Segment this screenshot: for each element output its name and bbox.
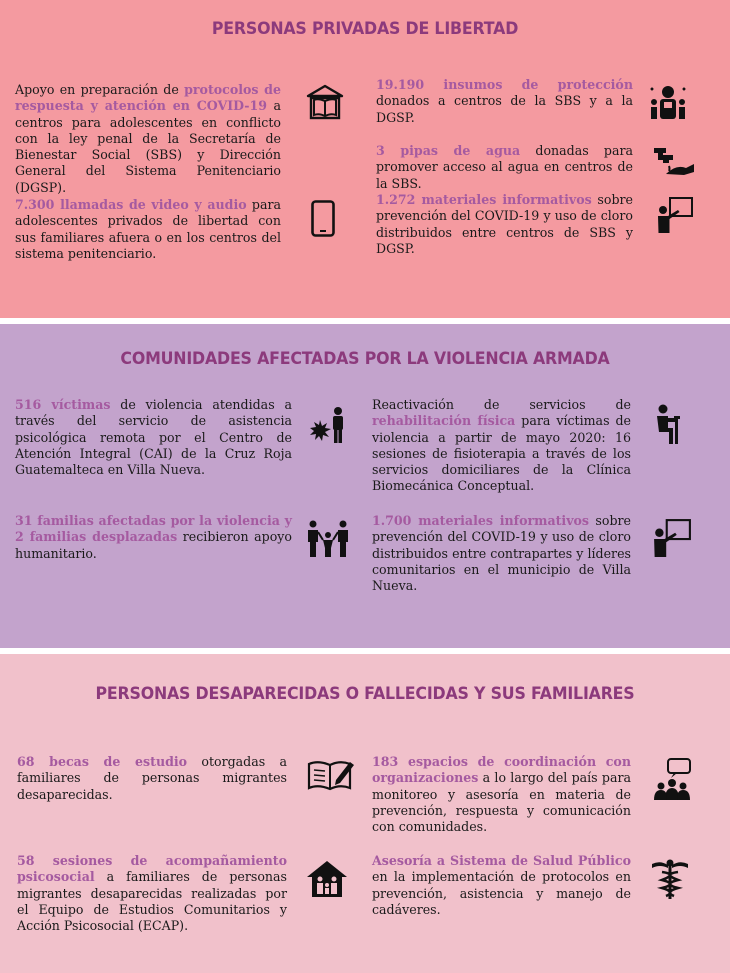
section-title: PERSONAS DESAPARECIDAS O FALLECIDAS Y SUS FAMILIARES [95,684,635,704]
text-highlight: 58 sesiones de acompañamiento psicosocial [17,853,287,885]
text-post: a centros para adolescentes en conflicto con la ley penal de la Secretaría de Bienestar Social (SBS) y Dirección General del Sistema Penitenciario (DGSP). [15,98,281,195]
text-highlight: 1.272 materiales informativos [376,192,592,207]
family-house-icon [305,859,349,899]
section-title: COMUNIDADES AFECTADAS POR LA VIOLENCIA ARMADA [120,349,610,369]
text-block [15,513,292,562]
presenter-board-icon [656,196,694,234]
text-block [17,754,287,803]
text-post: recibieron apoyo humanitario. [15,529,292,561]
text-block [372,397,631,495]
text-highlight: protocolos de respuesta y atención en COVID-19 [15,82,282,114]
text-pre: Reactivación de servicios de [372,397,631,412]
text-post: sobre prevención del COVID-19 y uso de cloro distribuidos entre contrapartes y líderes comunitarios en el municipio de Villa Nueva. [372,513,631,594]
text-highlight: 19.190 insumos de protección [376,77,633,92]
text-post: otorgadas a familiares de personas migrantes desaparecidas. [17,754,287,802]
text-post: donadas para promover acceso al agua en centros de la SBS. [376,143,633,191]
text-block [376,143,633,192]
text-post: a lo largo del país para monitoreo y asesoría en materia de prevención, respuesta y comunicación con comunidades. [372,770,631,835]
text-block [17,853,287,934]
section-title: PERSONAS PRIVADAS DE LIBERTAD [211,19,519,39]
text-post: sobre prevención del COVID-19 y uso de cloro distribuidos entre centros de SBS y DGSP. [376,192,633,256]
text-highlight: 7.300 llamadas de video y audio [15,197,247,212]
text-highlight: rehabilitación física [372,413,516,429]
text-highlight: 1.700 materiales informativos [372,513,590,528]
text-block [15,197,281,262]
water-tap-icon [652,146,696,176]
text-post: en la implementación de protocolos en prevención, asistencia y manejo de cadáveres. [372,869,631,917]
text-post: a familiares de personas migrantes desaparecidas realizadas por el Equipo de Estudios Comunitarios y Acción Psicosocial (ECAP). [17,869,287,934]
text-post: para adolescentes privados de libertad con sus familiares afuera o en los centros del sistema penitenciario. [15,197,281,261]
text-block [376,192,633,257]
text-highlight: 68 becas de estudio [17,754,188,769]
text-block [15,397,292,478]
text-highlight: 31 familias afectadas por la violencia y 2 familias desplazadas [15,513,292,545]
text-post: donados a centros de la SBS y a la DGSP. [376,93,633,125]
smartphone-icon [311,200,335,237]
caduceus-icon [650,858,690,900]
school-building-icon [306,84,344,120]
section-personas-desaparecidas [0,654,730,973]
text-post: para víctimas de violencia a partir de mayo 2020: 16 sesiones de fisioterapia a través de los servicios domiciliares de la Clínica Biomecánica Conceptual. [372,413,631,494]
section-personas-privadas [0,0,730,318]
explosion-victim-icon [310,406,346,444]
text-block [376,77,633,126]
protection-supplies-icon [648,82,688,122]
text-highlight: Asesoría a Sistema de Salud Público [372,853,631,868]
text-pre: Apoyo en preparación de [15,82,185,97]
group-chat-icon [652,758,692,802]
text-highlight: 183 espacios de coordinación con organizaciones [372,754,631,786]
text-block [372,754,631,835]
family-icon [306,520,350,558]
text-highlight: 3 pipas de agua [376,143,521,158]
text-block [372,853,631,918]
physical-rehab-icon [655,404,683,446]
text-post: de violencia atendidas a través del servicio de asistencia psicológica remota por el Centro de Atención Integral (CAI) de la Cruz Roja Guatemalteca en Villa Nueva. [15,397,293,478]
presenter-board-icon [652,518,692,558]
text-block [15,82,281,196]
section-comunidades-afectadas [0,324,730,648]
text-highlight: 516 víctimas [15,397,111,412]
text-block [372,513,631,594]
open-book-pen-icon [306,758,356,792]
